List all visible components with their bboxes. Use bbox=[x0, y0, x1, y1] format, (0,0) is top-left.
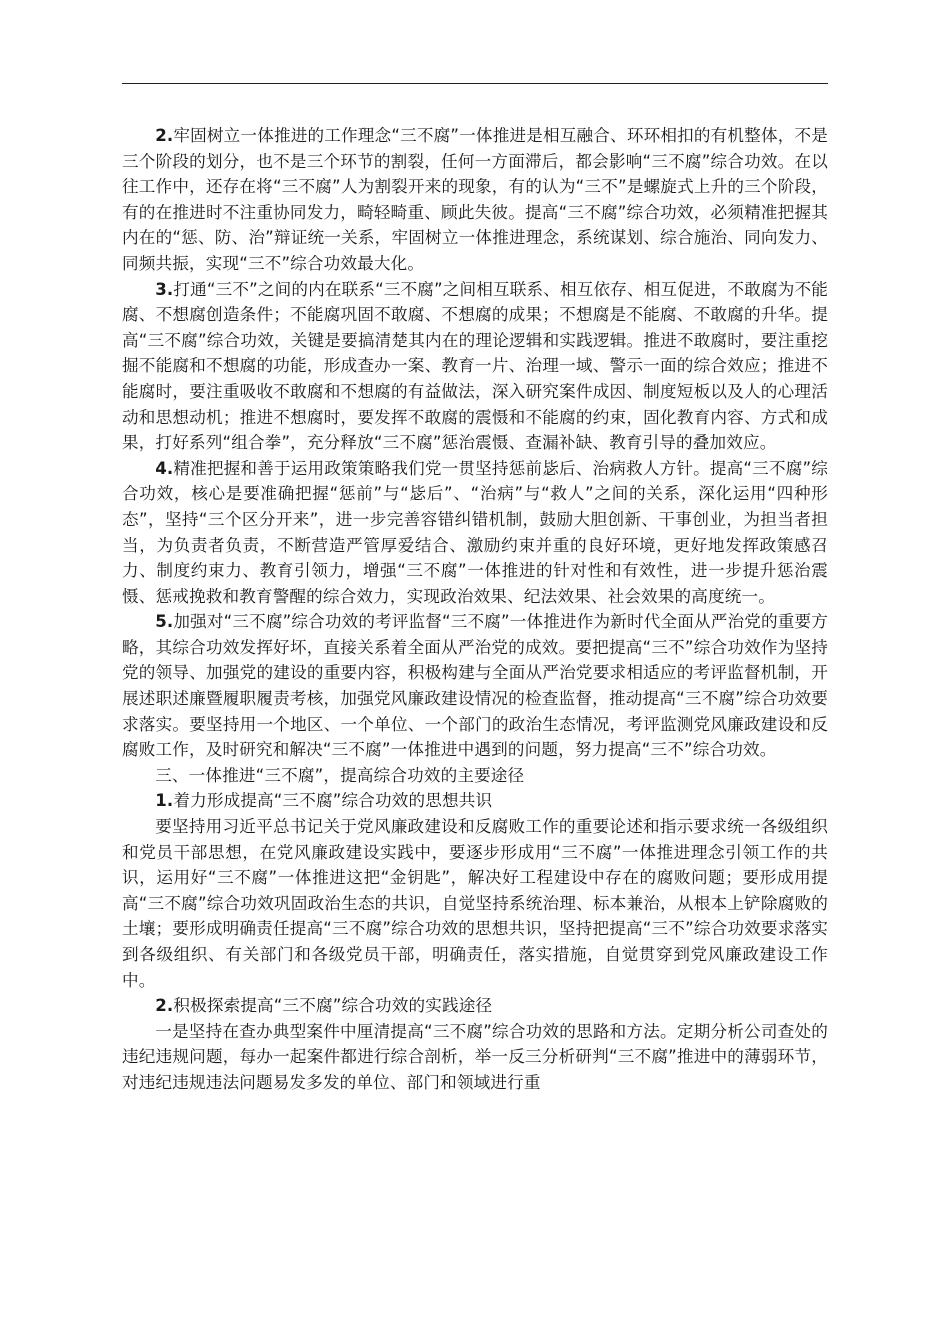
paragraph-2 bbox=[122, 123, 828, 277]
paragraph-number: 3. bbox=[155, 279, 174, 299]
paragraph-number: 5. bbox=[155, 612, 174, 632]
paragraph-5 bbox=[122, 609, 828, 763]
paragraph-4 bbox=[122, 456, 828, 610]
subheading-2 bbox=[122, 993, 828, 1019]
paragraph-number: 2. bbox=[155, 996, 174, 1016]
paragraph-text: 要坚持用习近平总书记关于党风廉政建设和反腐败工作的重要论述和指示要求统一各级组织和党员干部思想，在党风廉政建设实践中，要逐步形成用“三不腐”一体推进理念引领工作的共识，运用好“三不腐”一体推进这把“金钥匙”，解决好工程建设中存在的腐败问题；要形成用提高“三不腐”综合功效巩固政治生态的共识，自觉坚持系统治理、标本兼治，从根本上铲除腐败的土壤；要形成明确责任提高“三不腐”综合功效的思想共识，坚持把提高“三不”综合功效要求落实到各级组织、有关部门和各级党员干部，明确责任，落实措施，自觉贯穿到党风廉政建设工作中。 bbox=[122, 817, 828, 990]
paragraph-text: 一是坚持在查办典型案件中厘清提高“三不腐”综合功效的思路和方法。定期分析公司查处的违纪违规问题，每办一起案件都进行综合剖析，举一反三分析研判“三不腐”推进中的薄弱环节，对违纪违规违法问题易发多发的单位、部门和领域进行重 bbox=[122, 1021, 828, 1092]
section-heading-3 bbox=[122, 763, 828, 789]
subheading-text: 积极探索提高“三不腐”综合功效的实践途径 bbox=[173, 996, 493, 1016]
paragraph-text: 加强对“三不腐”综合功效的考评监督“三不腐”一体推进作为新时代全面从严治党的重要方略，其综合功效发挥好坏，直接关系着全面从严治党的成效。要把提高“三不”综合功效作为坚持党的领导、加强党的建设的重要内容，积极构建与全面从严治党要求相适应的考评监督机制，开展述职述廉暨履职履责考核，加强党风廉政建设情况的检查监督，推动提高“三不腐”综合功效要求落实。要坚持用一个地区、一个单位、一个部门的政治生态情况，考评监测党风廉政建设和反腐败工作，及时研究和解决“三不腐”一体推进中遇到的问题，努力提高“三不”综合功效。 bbox=[122, 612, 828, 760]
paragraph-number: 1. bbox=[155, 791, 174, 811]
paragraph-number: 4. bbox=[155, 458, 174, 478]
paragraph-3-1 bbox=[122, 814, 828, 993]
paragraph-3 bbox=[122, 277, 828, 456]
paragraph-text: 精准把握和善于运用政策策略我们党一贯坚持惩前毖后、治病救人方针。提高“三不腐”综合功效，核心是要准确把握“惩前”与“毖后”、“治病”与“救人”之间的关系，深化运用“四种形态”，坚持“三个区分开来”，进一步完善容错纠错机制，鼓励大胆创新、干事创业，为担当者担当，为负责者负责，不断营造严管厚爱结合、激励约束并重的良好环境，更好地发挥政策感召力、制度约束力、教育引领力，增强“三不腐”一体推进的针对性和有效性，进一步提升惩治震慑、惩戒挽救和教育警醒的综合效力，实现政治效果、纪法效果、社会效果的高度统一。 bbox=[122, 458, 828, 606]
subheading-1 bbox=[122, 788, 828, 814]
paragraph-3-2 bbox=[122, 1019, 828, 1096]
section-heading-text: 三、一体推进“三不腐”，提高综合功效的主要途径 bbox=[155, 765, 525, 785]
paragraph-text: 牢固树立一体推进的工作理念“三不腐”一体推进是相互融合、环环相扣的有机整体，不是三个阶段的划分，也不是三个环节的割裂，任何一方面滞后，都会影响“三不腐”综合功效。在以往工作中，还存在将“三不腐”人为割裂开来的现象，有的认为“三不”是螺旋式上升的三个阶段，有的在推进时不注重协同发力，畸轻畸重、顾此失彼。提高“三不腐”综合功效，必须精准把握其内在的“惩、防、治”辩证统一关系，牢固树立一体推进理念，系统谋划、综合施治、同向发力、同频共振，实现“三不”综合功效最大化。 bbox=[122, 126, 828, 273]
paragraph-number: 2. bbox=[155, 126, 174, 145]
paragraph-text: 打通“三不”之间的内在联系“三不腐”之间相互联系、相互依存、相互促进，不敢腐为不能腐、不想腐创造条件；不能腐巩固不敢腐、不想腐的成果；不想腐是不能腐、不敢腐的升华。提高“三不腐”综合功效，关键是要搞清楚其内在的理论逻辑和实践逻辑。推进不敢腐时，要注重挖掘不能腐和不想腐的功能，形成查办一案、教育一片、治理一域、警示一面的综合效应；推进不能腐时，要注重吸收不敢腐和不想腐的有益做法，深入研究案件成因、制度短板以及人的心理活动和思想动机；推进不想腐时，要发挥不敢腐的震慑和不能腐的约束，固化教育内容、方式和成果，打好系列“组合拳”，充分释放“三不腐”惩治震慑、查漏补缺、教育引导的叠加效应。 bbox=[122, 279, 828, 453]
header-rule bbox=[122, 83, 828, 84]
subheading-text: 着力形成提高“三不腐”综合功效的思想共识 bbox=[173, 791, 493, 811]
document-body bbox=[122, 123, 828, 1096]
